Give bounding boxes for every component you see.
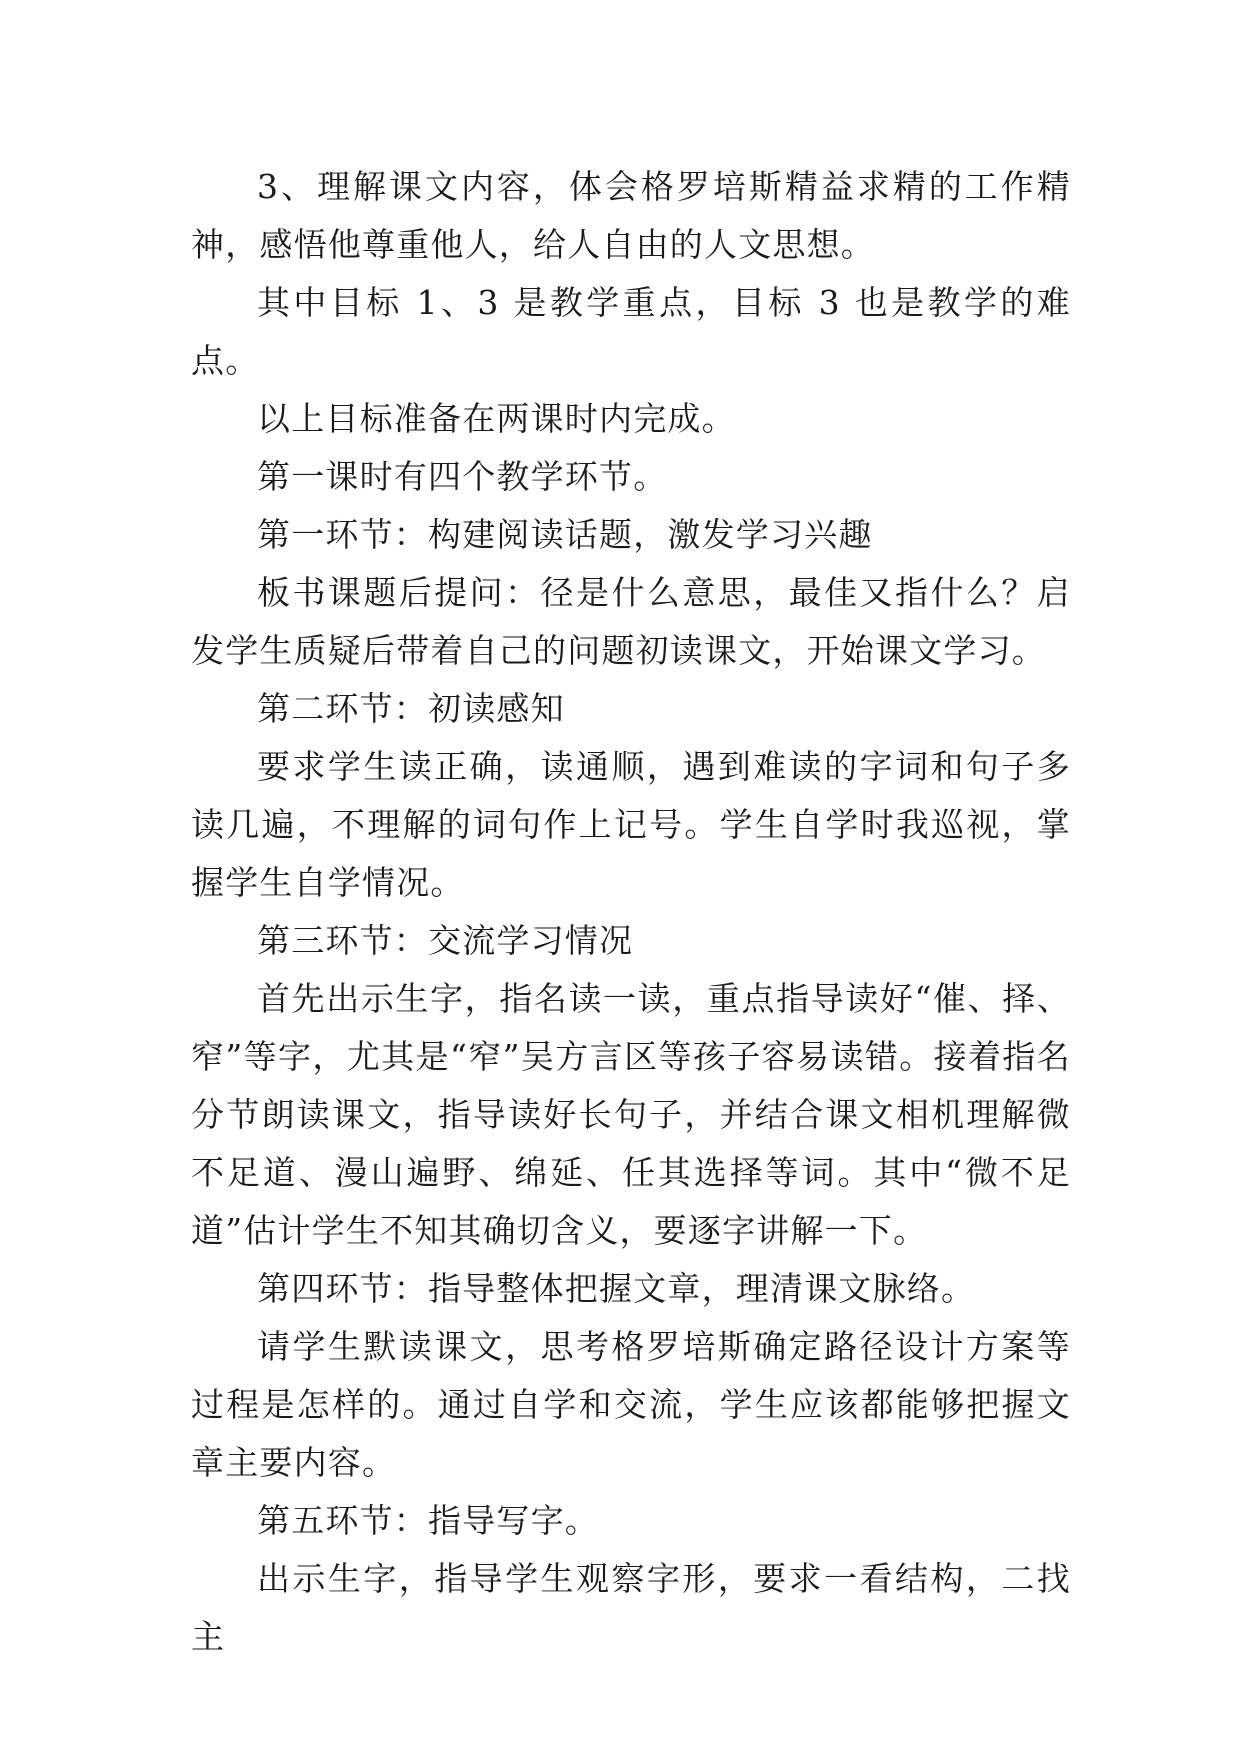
- heading-step-three: 第三环节：交流学习情况: [257, 921, 634, 960]
- heading-step-five: 第五环节：指导写字。: [257, 1501, 599, 1540]
- paragraph-step-two: 要求学生读正确，读通顺，遇到难读的字词和句子多读几遍，不理解的词句作上记号。学生自学时我巡视，掌握学生自学情况。: [191, 747, 1071, 902]
- document-body: [191, 158, 1071, 1666]
- paragraph-step-five: 出示生字，指导学生观察字形，要求一看结构，二找主: [191, 1559, 1071, 1656]
- heading-step-two: 第二环节：初读感知: [257, 689, 565, 728]
- paragraph-step-one: 板书课题后提问：径是什么意思，最佳又指什么？启发学生质疑后带着自己的问题初读课文，开始课文学习。: [191, 573, 1071, 670]
- paragraph-step-four: 请学生默读课文，思考格罗培斯确定路径设计方案等过程是怎样的。通过自学和交流，学生应该都能够把握文章主要内容。: [191, 1327, 1071, 1482]
- heading-step-one: 第一环节：构建阅读话题，激发学习兴趣: [257, 515, 873, 554]
- paragraph-lesson-one-intro: 第一课时有四个教学环节。: [257, 457, 668, 496]
- paragraph-schedule: 以上目标准备在两课时内完成。: [257, 399, 736, 438]
- heading-step-four: 第四环节：指导整体把握文章，理清课文脉络。: [257, 1269, 976, 1308]
- paragraph-step-three: 首先出示生字，指名读一读，重点指导读好“催、择、窄”等字，尤其是“窄”吴方言区等孩子容易读错。接着指名分节朗读课文，指导读好长句子，并结合课文相机理解微不足道、漫山遍野、绵延、任其选择等词。其中“微不足道”估计学生不知其确切含义，要逐字讲解一下。: [191, 979, 1071, 1250]
- paragraph-goal-3: 3、理解课文内容，体会格罗培斯精益求精的工作精神，感悟他尊重他人，给人自由的人文思想。: [191, 167, 1071, 264]
- paragraph-key-points: 其中目标 1、3 是教学重点，目标 3 也是教学的难点。: [191, 283, 1071, 380]
